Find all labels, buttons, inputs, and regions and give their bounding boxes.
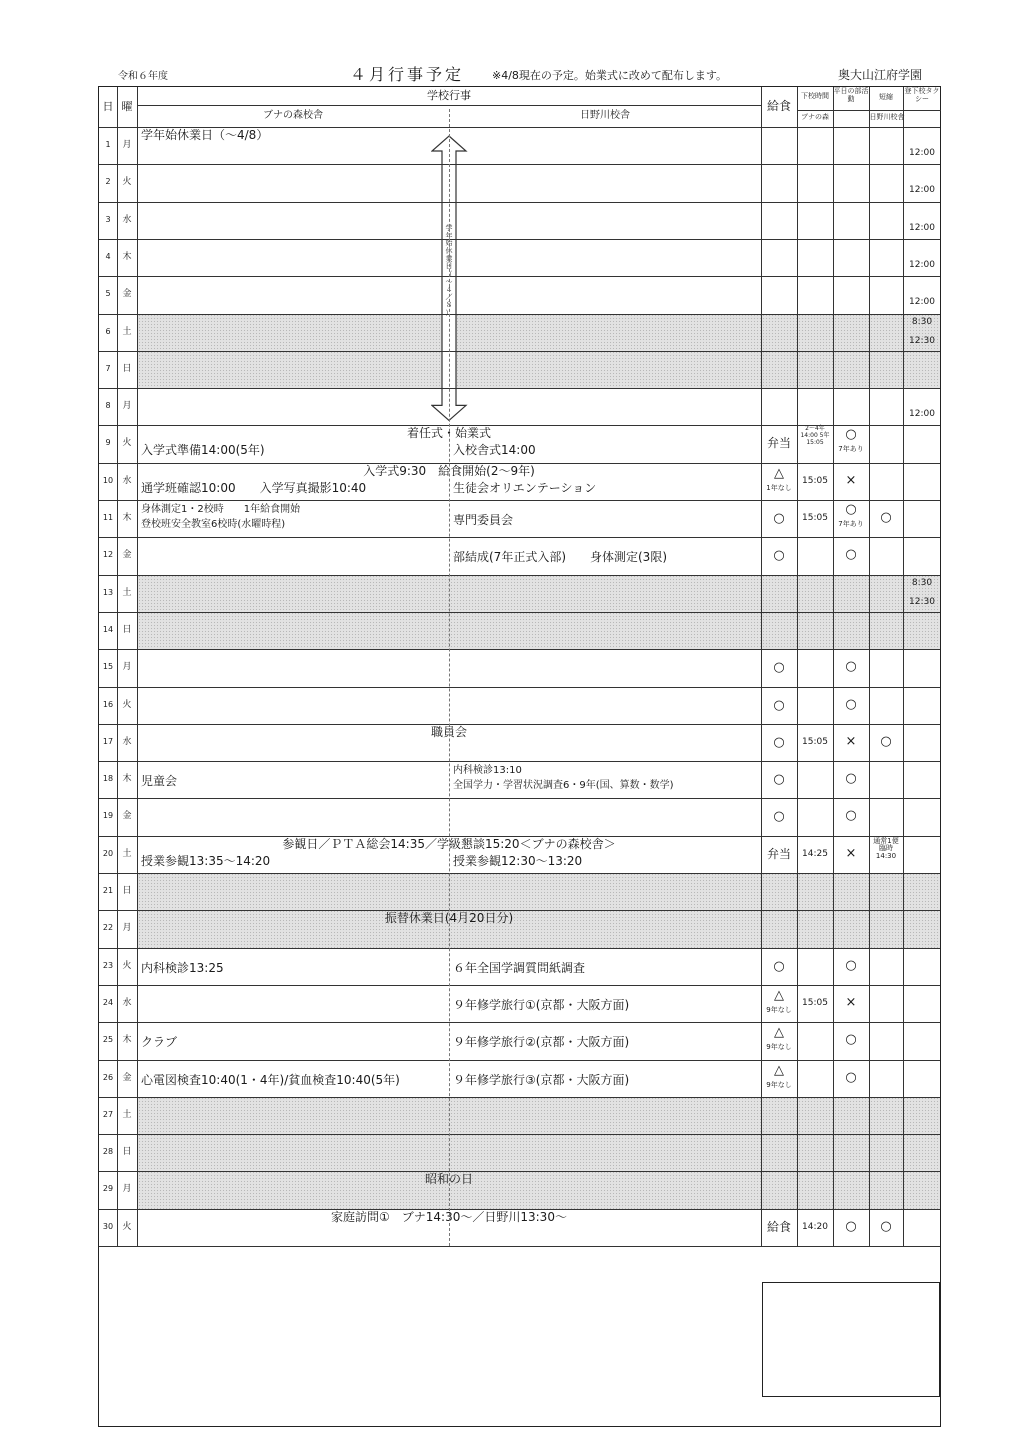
dismissal-time: 15:05 [802, 513, 828, 523]
buna-event: クラブ [141, 1035, 178, 1050]
row-divider [99, 351, 940, 352]
table-row [99, 164, 940, 201]
club-mark: ○ [845, 659, 857, 675]
col-day-header: 日 [102, 100, 114, 113]
weekday: 水 [122, 997, 132, 1008]
club-mark: ○ [845, 427, 857, 443]
hinogawa-event: 部結成(7年正式入部) 身体測定(3限) [453, 550, 667, 565]
day-number: 14 [102, 624, 114, 634]
col-club-header: 平日の部活動 [833, 87, 869, 103]
row-divider [99, 948, 940, 949]
taxi-time: 12:00 [909, 185, 935, 196]
hinogawa-event: 専門委員会 [453, 513, 514, 527]
day-number: 5 [105, 289, 111, 299]
row-divider [99, 649, 940, 650]
row-divider [99, 1171, 940, 1172]
table-row [99, 463, 940, 500]
club-mark: × [845, 994, 857, 1010]
weekday: 月 [122, 1184, 132, 1195]
day-number: 15 [102, 662, 114, 672]
day-number: 20 [102, 848, 114, 858]
weekday: 木 [122, 251, 132, 262]
row-divider [99, 798, 940, 799]
table-row [99, 687, 940, 724]
club-mark: ○ [845, 547, 857, 563]
day-number: 9 [105, 438, 111, 448]
hinogawa-event: 生徒会オリエンテーション [453, 480, 597, 495]
table-row [99, 1171, 940, 1208]
shared-event: 入学式9:30 給食開始(2〜9年) [363, 463, 535, 478]
buna-event: 学年始休業日（〜4/8） [141, 128, 269, 142]
shared-event: 昭和の日 [424, 1172, 473, 1187]
lunch-mark: 給食 [766, 1219, 791, 1234]
taxi-time: 12:00 [909, 148, 935, 158]
day-number: 23 [102, 960, 114, 970]
vacation-arrow-label: 学 年 始 休 業 日 （ 〜 ４ ／ ８ ） [445, 224, 453, 317]
lunch-mark: ○ [773, 697, 785, 713]
weekday: 土 [122, 587, 132, 598]
shared-event: 家庭訪問① ブナ14:30〜／日野川13:30〜 [331, 1209, 567, 1224]
hinogawa-event: ６年全国学調質問紙調査 [453, 960, 586, 975]
hinogawa-event: ９年修学旅行③(京都・大阪方面) [453, 1072, 630, 1087]
day-number: 3 [105, 214, 111, 224]
weekday: 火 [122, 438, 132, 449]
table-row [99, 351, 940, 388]
row-divider [99, 687, 940, 688]
weekday: 日 [122, 886, 132, 896]
row-divider [99, 500, 940, 501]
day-number: 12 [102, 550, 114, 560]
weekday: 月 [122, 401, 132, 412]
weekday: 火 [122, 699, 132, 710]
weekday: 日 [122, 624, 132, 635]
table-row [99, 724, 940, 761]
row-divider [99, 761, 940, 762]
row-divider [99, 164, 940, 165]
hinogawa-event: 内科検診13:10 [453, 765, 522, 777]
weekday: 水 [122, 475, 132, 486]
shared-event: 参観日／ＰＴＡ総会14:35／学級懇談15:20＜ブナの森校舎＞ [282, 836, 616, 851]
day-number: 24 [102, 997, 114, 1007]
buna-event-2: 登校班安全教室6校時(水曜時程) [141, 519, 286, 530]
table-row [99, 1022, 940, 1059]
club-mark: ○ [845, 696, 857, 712]
table-row [99, 836, 940, 873]
row-divider [99, 985, 940, 986]
shared-event: 振替休業日(4月20日分) [384, 911, 514, 926]
dismissal-time: 14:25 [802, 848, 828, 859]
club-mark: ○ [845, 957, 857, 973]
day-number: 6 [105, 326, 111, 336]
events-subheader-line [137, 105, 761, 106]
table-row [99, 798, 940, 835]
lunch-mark: ○ [773, 809, 785, 825]
column-divider [761, 87, 762, 1246]
table-row [99, 1134, 940, 1171]
buna-event: 心電図検査10:40(1・4年)/貧血検査10:40(5年) [141, 1072, 400, 1087]
weekday: 金 [122, 550, 132, 561]
day-number: 2 [105, 177, 111, 187]
table-row [99, 127, 940, 164]
day-number: 1 [105, 140, 111, 149]
club-mark: ○ [845, 1069, 857, 1085]
row-divider [99, 463, 940, 464]
dismissal-time: 15:05 [802, 997, 828, 1008]
lunch-mark: ○ [773, 660, 785, 676]
col-hinogawa-header: 日野川校舎 [580, 110, 630, 121]
weekday: 日 [122, 363, 132, 374]
day-number: 21 [102, 886, 114, 895]
row-divider [99, 1022, 940, 1023]
hinogawa-event: ９年修学旅行②(京都・大阪方面) [453, 1035, 630, 1050]
table-row [99, 1097, 940, 1134]
row-divider [99, 873, 940, 874]
school-name: 奥大山江府学園 [838, 68, 923, 82]
taxi-time-2: 12:30 [909, 335, 935, 346]
day-number: 7 [105, 363, 111, 373]
taxi-time: 8:30 [911, 577, 933, 588]
lunch-mark: △ [774, 465, 784, 481]
col-dismissal-sub: ブナの森 [801, 113, 829, 121]
row-divider [99, 1246, 940, 1247]
weekday: 月 [122, 662, 132, 673]
day-number: 30 [102, 1221, 114, 1231]
row-divider [99, 1134, 940, 1135]
row-divider [99, 575, 940, 576]
dismissal-time: 2〜4年 14:00 5年 15:05 [800, 425, 830, 446]
table-row [99, 314, 940, 351]
event-schedule-table [98, 86, 941, 1427]
club-mark: × [845, 733, 857, 749]
weekday: 土 [122, 326, 132, 337]
col-weekday-header: 曜 [121, 100, 133, 113]
table-row [99, 985, 940, 1022]
weekday: 木 [122, 774, 132, 785]
col-school-events-header: 学校行事 [427, 89, 471, 102]
notes-box [762, 1282, 940, 1397]
shared-event: 職員会 [430, 724, 467, 739]
table-row [99, 761, 940, 798]
day-number: 29 [102, 1184, 114, 1194]
hinogawa-event: 授業参観12:30〜13:20 [453, 853, 583, 868]
club-mark: ○ [845, 808, 857, 824]
taxi-time-2: 12:30 [909, 596, 935, 607]
lunch-mark: ○ [773, 958, 785, 974]
day-number: 10 [102, 475, 114, 485]
table-row [99, 1209, 940, 1246]
header-divider [99, 127, 940, 128]
weekday: 日 [122, 1147, 132, 1158]
weekday: 金 [122, 1072, 132, 1083]
short-mark: ○ [880, 510, 892, 525]
weekday: 火 [122, 177, 132, 188]
buna-event: 通学班確認10:00 入学写真撮影10:40 [141, 480, 367, 495]
table-row [99, 239, 940, 276]
weekday: 土 [122, 1109, 132, 1120]
table-row [99, 500, 940, 537]
day-number: 8 [105, 401, 111, 411]
weekday: 火 [122, 960, 132, 971]
buna-event: 児童会 [141, 774, 178, 789]
weekday: 金 [122, 811, 132, 822]
taxi-time: 12:00 [909, 297, 935, 308]
page-title: ４月行事予定 [350, 65, 465, 84]
column-divider [797, 87, 798, 1246]
table-row [99, 276, 940, 313]
col-dismissal-header: 下校時間 [801, 92, 829, 100]
column-divider [903, 87, 904, 1246]
col-buna-header: ブナの森校舎 [263, 110, 323, 121]
lunch-note: 1年なし [766, 483, 792, 492]
row-divider [99, 425, 940, 426]
row-divider [99, 314, 940, 315]
col-short-header: 短縮 [879, 93, 893, 101]
lunch-mark: △ [774, 1062, 784, 1078]
fiscal-year: 令和６年度 [118, 71, 168, 82]
campus-divider [449, 109, 450, 1246]
weekday: 水 [122, 736, 132, 747]
weekday: 月 [122, 140, 132, 150]
weekday: 木 [122, 1035, 132, 1046]
row-divider [99, 388, 940, 389]
day-number: 22 [102, 923, 114, 933]
row-divider [99, 1060, 940, 1061]
buna-event: 入学式準備14:00(5年) [141, 443, 265, 458]
lunch-note: 9年なし [766, 1080, 792, 1089]
row-divider [99, 202, 940, 203]
dismissal-time: 15:05 [802, 475, 828, 486]
day-number: 18 [102, 774, 114, 784]
column-divider [137, 87, 138, 1246]
lunch-mark: ○ [773, 548, 785, 564]
table-row [99, 612, 940, 649]
table-row [99, 948, 940, 985]
day-number: 28 [102, 1147, 114, 1157]
lunch-note: 9年なし [766, 1005, 792, 1014]
lunch-mark: △ [774, 987, 784, 1003]
weekday: 木 [122, 513, 132, 523]
day-number: 17 [102, 736, 114, 746]
row-divider [99, 537, 940, 538]
column-divider [869, 87, 870, 1246]
table-row [99, 575, 940, 612]
row-divider [99, 910, 940, 911]
taxi-time: 12:00 [909, 259, 935, 270]
row-divider [99, 724, 940, 725]
club-mark: × [845, 472, 857, 488]
weekday: 金 [122, 289, 132, 300]
day-number: 26 [102, 1072, 114, 1082]
table-row [99, 910, 940, 947]
table-row [99, 649, 940, 686]
club-mark: ○ [845, 1032, 857, 1048]
col-lunch-header: 給食 [766, 99, 791, 113]
weekday: 火 [122, 1221, 132, 1232]
lunch-mark: 弁当 [766, 846, 791, 861]
club-note: 7年あり [838, 520, 864, 528]
row-divider [99, 239, 940, 240]
club-mark: ○ [845, 771, 857, 787]
row-divider [99, 612, 940, 613]
short-note: 通常1便 臨時 14:30 [873, 836, 899, 861]
col-taxi-header: 登下校タクシー [904, 87, 940, 103]
lunch-mark: △ [774, 1025, 784, 1041]
day-number: 19 [102, 811, 114, 821]
lunch-mark: 弁当 [766, 436, 791, 451]
table-row [99, 873, 940, 910]
buna-event: 身体測定1・2校時 1年給食開始 [141, 504, 301, 515]
day-number: 11 [102, 513, 114, 522]
taxi-time: 12:00 [909, 222, 935, 233]
lunch-note: 9年なし [766, 1043, 792, 1052]
table-row [99, 537, 940, 574]
dismissal-time: 14:20 [802, 1221, 828, 1232]
buna-event: 内科検診13:25 [141, 960, 224, 975]
row-divider [99, 836, 940, 837]
lunch-mark: ○ [773, 772, 785, 788]
table-row [99, 202, 940, 239]
hinogawa-event: 入校舎式14:00 [453, 443, 536, 458]
weekday: 月 [122, 923, 132, 934]
column-divider [117, 87, 118, 1246]
column-divider [833, 87, 834, 1246]
row-divider [99, 1097, 940, 1098]
dismissal-time: 15:05 [802, 736, 828, 747]
club-mark: ○ [845, 502, 857, 517]
taxi-time: 12:00 [909, 409, 935, 420]
club-mark: ○ [845, 1218, 857, 1234]
taxi-time: 8:30 [911, 316, 933, 327]
schedule-note: ※4/8現在の予定。始業式に改めて配布します。 [492, 69, 728, 82]
table-row [99, 425, 940, 462]
table-row [99, 1060, 940, 1097]
table-row [99, 388, 940, 425]
lunch-mark: ○ [773, 734, 785, 750]
weekday: 土 [122, 848, 132, 859]
weekday: 水 [122, 214, 132, 225]
day-number: 27 [102, 1109, 114, 1119]
short-mark: ○ [880, 1218, 892, 1234]
club-note: 7年あり [838, 445, 864, 454]
buna-event: 授業参観13:35〜14:20 [141, 853, 271, 868]
row-divider [99, 1209, 940, 1210]
day-number: 16 [102, 699, 114, 709]
day-number: 13 [102, 587, 114, 597]
short-mark: ○ [880, 733, 892, 749]
day-number: 25 [102, 1035, 114, 1045]
lunch-mark: ○ [773, 511, 785, 526]
hinogawa-event: ９年修学旅行①(京都・大阪方面) [453, 997, 630, 1012]
club-mark: × [845, 845, 857, 861]
shared-event: 着任式・始業式 [406, 426, 491, 441]
col-hinogawa-sub: 日野川校舎 [869, 113, 905, 121]
row-divider [99, 276, 940, 277]
hinogawa-event-2: 全国学力・学習状況調査6・9年(国、算数・数学) [453, 780, 674, 792]
day-number: 4 [105, 251, 111, 261]
